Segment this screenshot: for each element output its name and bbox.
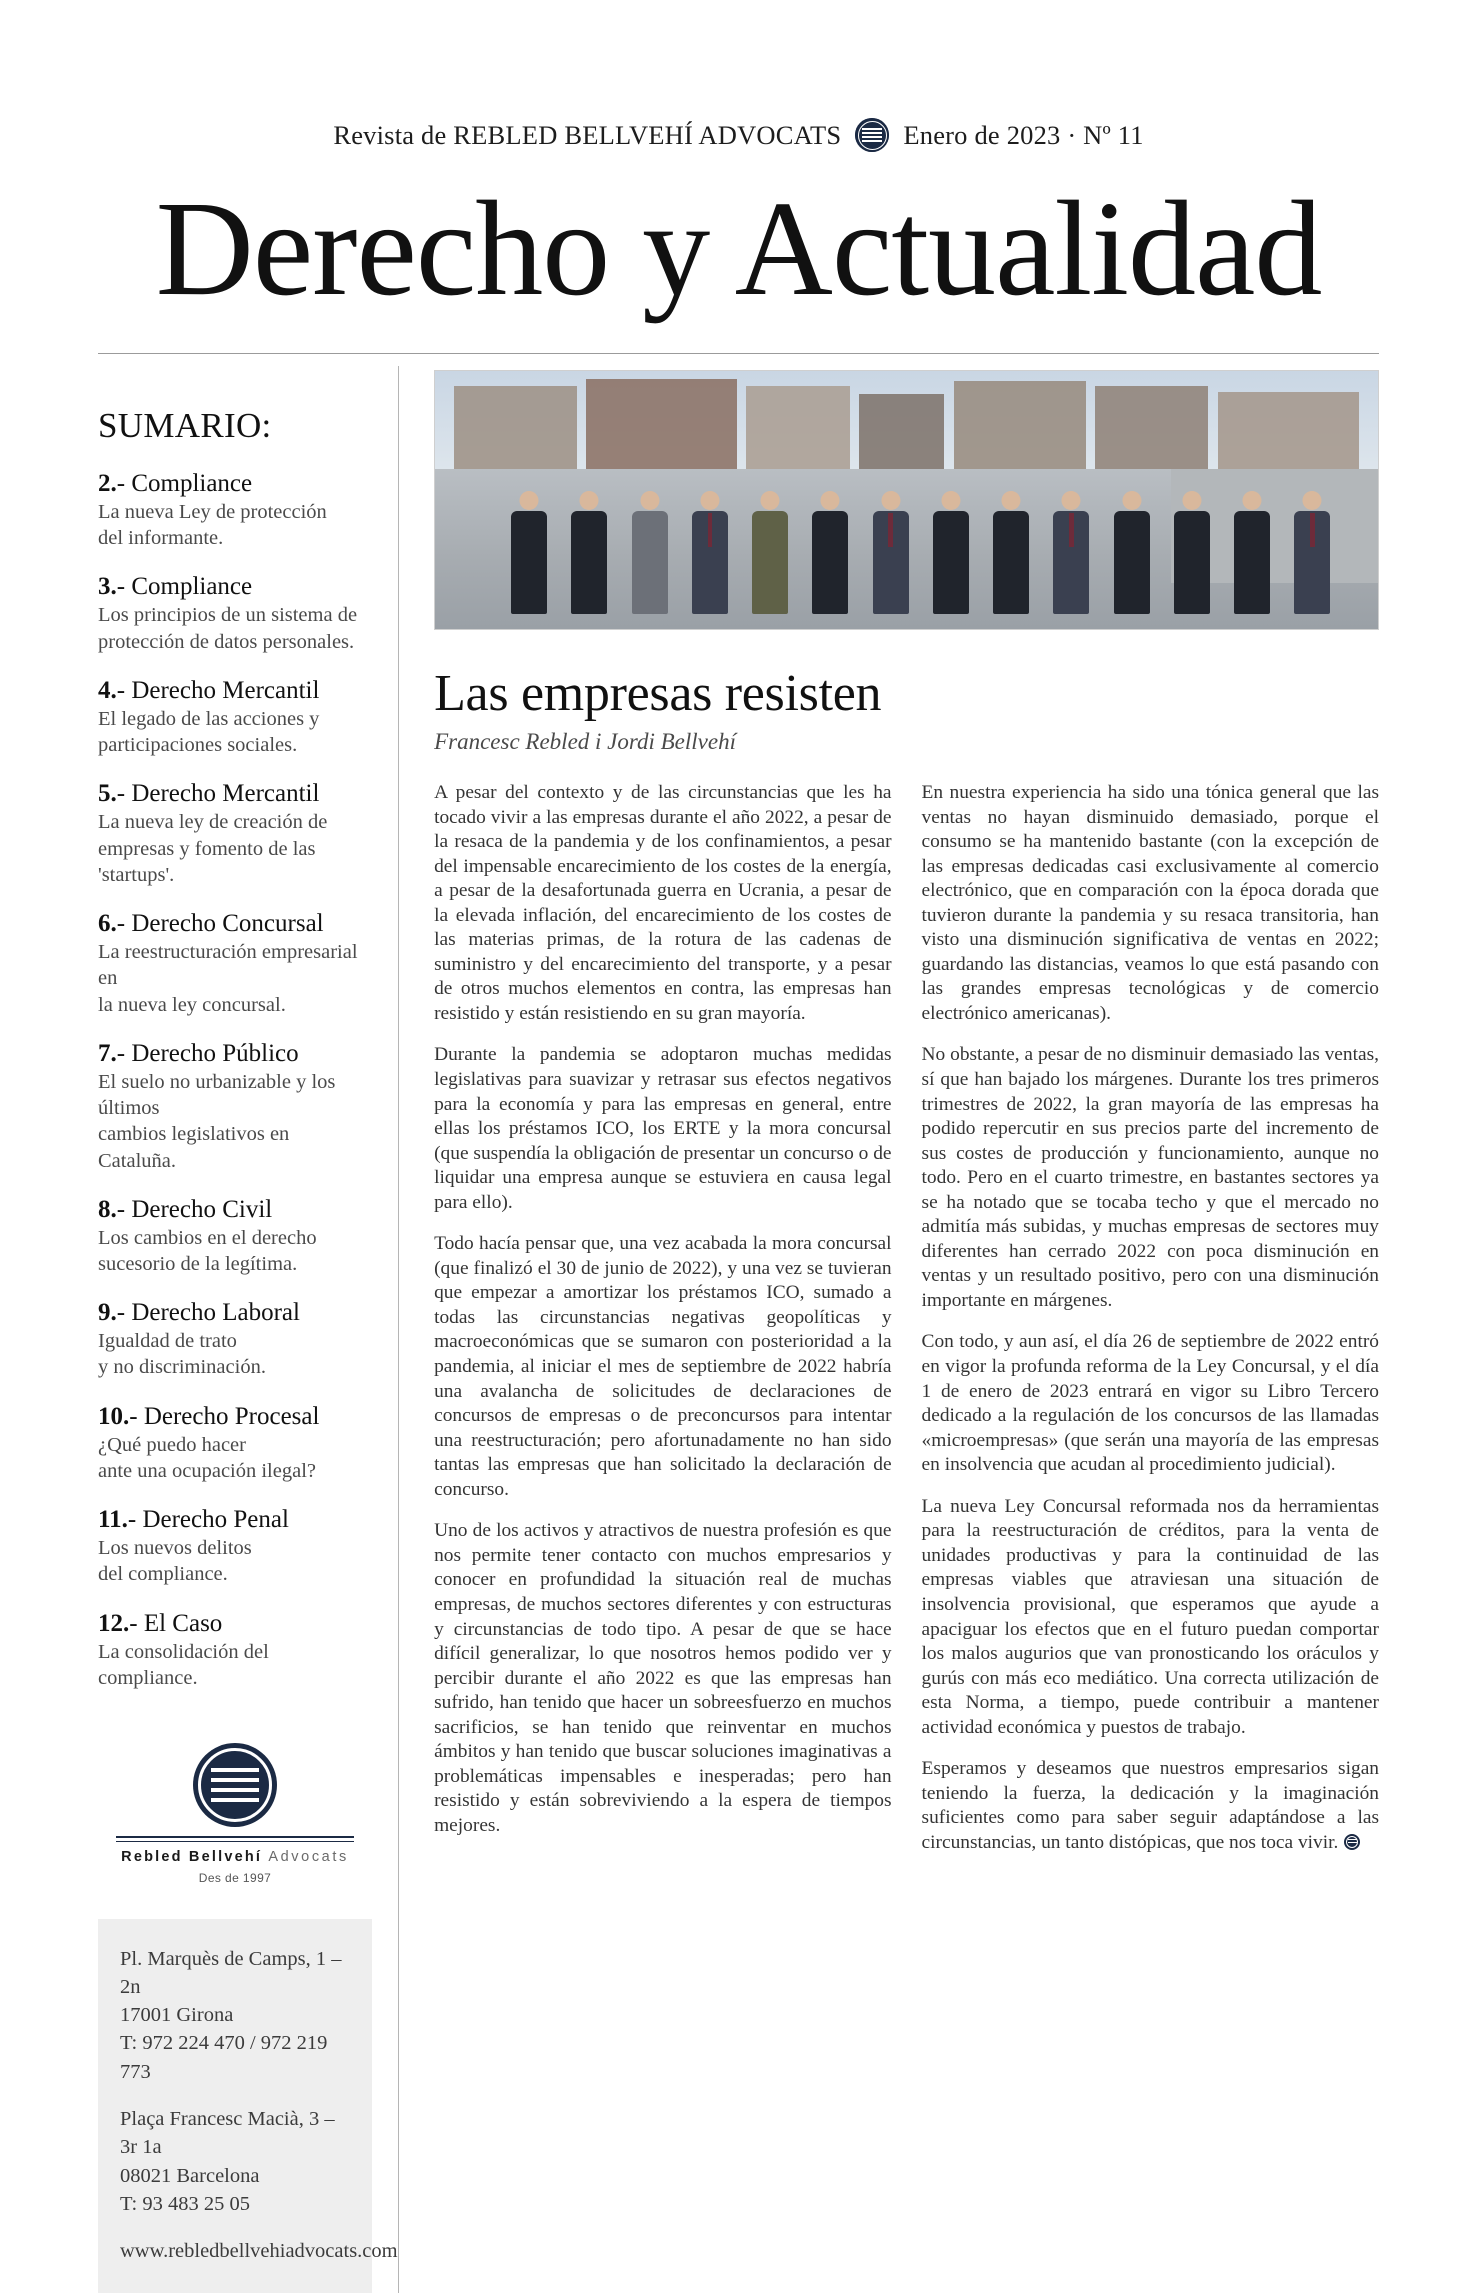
team-photo bbox=[434, 370, 1379, 630]
page-content bbox=[0, 370, 1477, 2126]
masthead-kicker bbox=[98, 118, 1379, 152]
website-link[interactable]: www.rebledbellvehiadvocats.com bbox=[120, 2237, 350, 2265]
brand-divider bbox=[116, 1836, 354, 1842]
article-paragraph: A pesar del contexto y de las circunstancias que les ha tocado vivir a las empresas durante el año 2022, a pesar de la resaca de la pandemia y de los confinamientos, a pesar del impensable encarecimiento de los costes de la energía, a pesar de la desafortunada guerra en Ucrania, a pesar de la elevada inflación, del encarecimiento de los costes de las materias primas, de la rotura de las cadenas de suministro y del encarecimiento del transporte, y a pesar de otros muchos elementos en contra, las empresas han resistido y están resistiendo en su gran mayoría. bbox=[434, 781, 891, 1026]
ledger-circle-icon bbox=[855, 118, 889, 152]
article-paragraph: Esperamos y deseamos que nuestros empresarios sigan teniendo la fuerza, la dedicación y la imaginación suficientes como para saber seguir adaptándose a las circunstancias, un tanto distópicas, que nos toca vivir. bbox=[922, 1757, 1379, 1855]
toc-item-heading bbox=[98, 1403, 372, 1431]
article-column-left bbox=[434, 781, 891, 1872]
article-column-right bbox=[922, 781, 1379, 1872]
brand-name-bold: Rebled Bellvehí bbox=[121, 1849, 262, 1865]
toc-item-section: - El Caso bbox=[129, 1610, 222, 1637]
toc-item-number: 2. bbox=[98, 470, 117, 497]
masthead-divider bbox=[98, 353, 1379, 354]
toc-item[interactable] bbox=[98, 1299, 372, 1380]
article-paragraph: No obstante, a pesar de no disminuir demasiado las ventas, sí que han bajado los márgenes. Durante los tres primeros trimestres de 2022, la gran mayoría de las empresas ha podido repercutir en sus precios parte del incremento de sus costes de producción y funcionamiento, aunque no todo. Pero en el cuarto trimestre, en bastantes sectores ya se ha notado que se tocaba techo y que el mercado no admitía más subidas, y muchas empresas de sectores muy diferentes han cerrado 2022 con poca disminución en ventas y un resultado positivo, pero con una disminución importante en márgenes. bbox=[922, 1043, 1379, 1313]
kicker-left-text: Revista de REBLED BELLVEHÍ ADVOCATS bbox=[333, 120, 841, 151]
toc-item[interactable] bbox=[98, 470, 372, 551]
toc-item-number: 9. bbox=[98, 1299, 117, 1326]
toc-item[interactable] bbox=[98, 1403, 372, 1484]
toc-item-heading bbox=[98, 1299, 372, 1327]
article-byline: Francesc Rebled i Jordi Bellvehí bbox=[434, 729, 1379, 755]
toc-item-section: - Derecho Público bbox=[117, 1040, 299, 1067]
brand-block bbox=[98, 1743, 372, 1885]
address-girona: Pl. Marquès de Camps, 1 – 2n 17001 Girona T: 972 224 470 / 972 219 773 bbox=[120, 1945, 350, 2086]
article-paragraph: Durante la pandemia se adoptaron muchas medidas legislativas para suavizar y retrasar sus efectos negativos para la economía y para las empresas en general, entre ellas los préstamos ICO, los ERTE y la mora concursal (que suspendía la obligación de presentar un concurso o de liquidar una empresa aunque se estuviera en causa legal para ello). bbox=[434, 1043, 891, 1215]
toc-item-description: La consolidación del compliance. bbox=[98, 1639, 372, 1691]
toc-item[interactable] bbox=[98, 677, 372, 758]
toc-item-number: 6. bbox=[98, 910, 117, 937]
brand-since: Des de 1997 bbox=[98, 1871, 372, 1885]
toc-item-description: Los cambios en el derecho sucesorio de la legítima. bbox=[98, 1225, 372, 1277]
toc-item-description: El legado de las acciones y participaciones sociales. bbox=[98, 706, 372, 758]
toc-item[interactable] bbox=[98, 1610, 372, 1691]
kicker-right-text: Enero de 2023 · Nº 11 bbox=[903, 120, 1143, 151]
toc-item-description: ¿Qué puedo hacer ante una ocupación ilegal? bbox=[98, 1432, 372, 1484]
toc-item-heading bbox=[98, 470, 372, 498]
sumario-heading: SUMARIO: bbox=[98, 406, 372, 446]
toc-item-number: 11. bbox=[98, 1506, 128, 1533]
toc-item-heading bbox=[98, 1506, 372, 1534]
toc-item-heading bbox=[98, 1040, 372, 1068]
lead-article bbox=[398, 370, 1379, 1872]
toc-item-heading bbox=[98, 573, 372, 601]
sidebar bbox=[98, 370, 398, 2293]
toc-item-section: - Derecho Procesal bbox=[129, 1403, 319, 1430]
address-barcelona: Plaça Francesc Macià, 3 – 3r 1a 08021 Barcelona T: 93 483 25 05 bbox=[120, 2105, 350, 2218]
toc-item-number: 3. bbox=[98, 573, 117, 600]
toc-item-section: - Derecho Penal bbox=[128, 1506, 289, 1533]
toc-item-section: - Derecho Mercantil bbox=[117, 677, 320, 704]
ledger-circle-icon bbox=[1344, 1834, 1360, 1850]
toc-item-heading bbox=[98, 910, 372, 938]
article-paragraph: La nueva Ley Concursal reformada nos da herramientas para la reestructuración de créditos, para la venta de unidades productivas y para la continuidad de las empresas viables que atraviesan una situación de insolvencia provisional, que esperamos que ayude a apaciguar los efectos que en el futuro puedan comportar los malos augurios que van pronosticando los oráculos y gurús con más eco mediático. Una correcta utilización de esta Norma, a tiempo, puede contribuir a mantener actividad económica y puestos de trabajo. bbox=[922, 1495, 1379, 1740]
toc-item-heading bbox=[98, 677, 372, 705]
toc-item[interactable] bbox=[98, 1196, 372, 1277]
toc-item-section: - Compliance bbox=[117, 470, 252, 497]
toc-item[interactable] bbox=[98, 780, 372, 888]
table-of-contents bbox=[98, 470, 372, 1691]
article-paragraph: Con todo, y aun así, el día 26 de septiembre de 2022 entró en vigor la profunda reforma de la Ley Concursal, y el día 1 de enero de 2023 entrará en vigor su Libro Tercero dedicado a la regulación de los concursos de las llamadas «microempresas» (que serán una mayoría de las empresas en insolvencia que acudan al procedimiento judicial). bbox=[922, 1330, 1379, 1477]
toc-item-description: Los nuevos delitos del compliance. bbox=[98, 1535, 372, 1587]
toc-item-section: - Derecho Mercantil bbox=[117, 780, 320, 807]
article-paragraph: Uno de los activos y atractivos de nuestra profesión es que nos permite tener contacto con muchos empresarios y conocer en profundidad la situación real de muchas empresas, de muchos sectores diferentes y con estructuras y circunstancias de todo tipo. A pesar de que se hace difícil generalizar, lo que nosotros hemos podido ver y percibir durante el año 2022 es que las empresas han sufrido, han tenido que hacer un sobreesfuerzo en muchos sacrificios, se han tenido que reinventar en muchos ámbitos y han tenido que buscar soluciones imaginativas a problemáticas impensables e inesperadas; pero han resistido y están sobreviviendo a la espera de tiempos mejores. bbox=[434, 1519, 891, 1838]
toc-item-heading bbox=[98, 1610, 372, 1638]
page-title: Derecho y Actualidad bbox=[98, 180, 1379, 319]
ledger-bars bbox=[211, 1768, 259, 1802]
toc-item-heading bbox=[98, 780, 372, 808]
toc-item-description: Igualdad de trato y no discriminación. bbox=[98, 1328, 372, 1380]
brand-name-light: Advocats bbox=[268, 1849, 348, 1865]
toc-item-section: - Derecho Laboral bbox=[117, 1299, 300, 1326]
article-paragraph: Todo hacía pensar que, una vez acabada la mora concursal (que finalizó el 30 de junio de 2022), y una vez se tuvieran que empezar a amortizar los préstamos ICO, sumado a todas las circunstancias negativas geopolíticas y macroeconómicas que se sumaron con posterioridad a la pandemia, al iniciar el mes de septiembre de 2022 habría una avalancha de solicitudes de declaraciones de concursos de empresas o de preconcursos para intentar una reestructuración; pero afortunadamente no han sido tantas las empresas que han solicitado la declaración de concurso. bbox=[434, 1232, 891, 1502]
toc-item-number: 4. bbox=[98, 677, 117, 704]
article-headline: Las empresas resisten bbox=[434, 664, 1379, 723]
toc-item[interactable] bbox=[98, 910, 372, 1018]
article-body bbox=[434, 781, 1379, 1872]
masthead bbox=[0, 0, 1477, 354]
toc-item[interactable] bbox=[98, 1040, 372, 1174]
toc-item-section: - Derecho Civil bbox=[117, 1196, 273, 1223]
toc-item-heading bbox=[98, 1196, 372, 1224]
toc-item-number: 5. bbox=[98, 780, 117, 807]
toc-item-number: 7. bbox=[98, 1040, 117, 1067]
toc-item[interactable] bbox=[98, 573, 372, 654]
toc-item[interactable] bbox=[98, 1506, 372, 1587]
toc-item-description: La nueva ley de creación de empresas y fomento de las 'startups'. bbox=[98, 809, 372, 888]
toc-item-description: La nueva Ley de protección del informante. bbox=[98, 499, 372, 551]
toc-item-description: La reestructuración empresarial en la nueva ley concursal. bbox=[98, 939, 372, 1018]
toc-item-number: 12. bbox=[98, 1610, 129, 1637]
brand-name bbox=[98, 1849, 372, 1865]
toc-item-description: El suelo no urbanizable y los últimos cambios legislativos en Cataluña. bbox=[98, 1069, 372, 1174]
toc-item-number: 8. bbox=[98, 1196, 117, 1223]
ledger-circle-icon bbox=[193, 1743, 277, 1827]
toc-item-section: - Compliance bbox=[117, 573, 252, 600]
address-box bbox=[98, 1919, 372, 2293]
toc-item-section: - Derecho Concursal bbox=[117, 910, 324, 937]
article-paragraph: En nuestra experiencia ha sido una tónica general que las ventas no hayan disminuido demasiado, porque el consumo se ha mantenido bastante (con la excepción de las empresas dedicadas casi exclusivamente al comercio electrónico, que en comparación con la época dorada que tuvieron durante la pandemia y su resaca transitoria, han visto una disminución significativa de ventas en 2022; guardando las distancias, veamos lo que está pasando con las grandes empresas tecnológicas y de comercio electrónico americanas). bbox=[922, 781, 1379, 1026]
toc-item-number: 10. bbox=[98, 1403, 129, 1430]
ledger-bars bbox=[862, 128, 882, 143]
toc-item-description: Los principios de un sistema de protección de datos personales. bbox=[98, 602, 372, 654]
